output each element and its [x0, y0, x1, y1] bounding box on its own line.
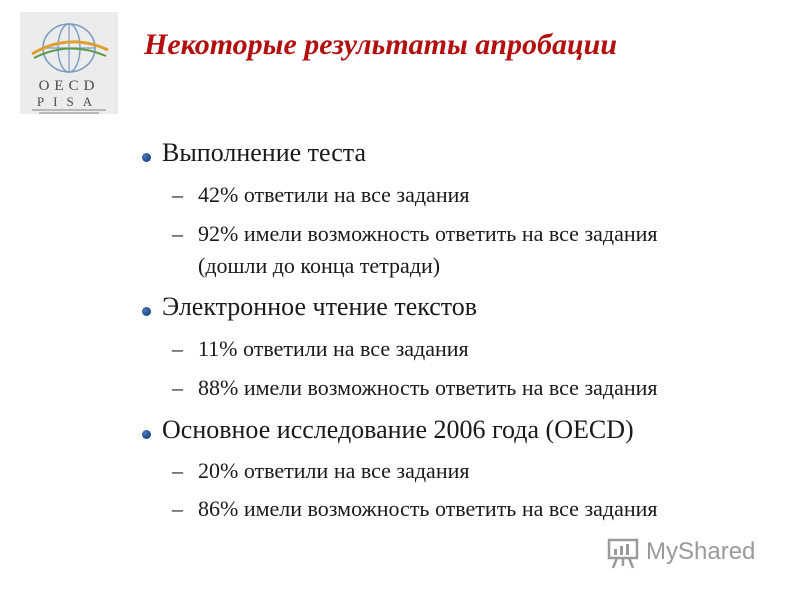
- bullet-icon: [142, 153, 151, 162]
- watermark-text: MyShared: [646, 538, 756, 565]
- dash-icon: –: [172, 336, 183, 361]
- presentation-board-icon: [606, 536, 642, 570]
- dash-icon: –: [172, 182, 183, 207]
- list-item: 42% ответили на все задания: [198, 182, 470, 207]
- watermark: [606, 536, 776, 570]
- logo-pisa-text: PISA: [36, 94, 102, 109]
- list-item: 86% имели возможность ответить на все задания: [198, 496, 658, 521]
- dash-icon: –: [172, 375, 183, 400]
- list-item: 20% ответили на все задания: [198, 458, 470, 483]
- bullet-icon: [142, 430, 151, 439]
- globe-icon: [20, 12, 118, 82]
- list-item: 92% имели возможность ответить на все задания: [198, 221, 658, 246]
- logo-fine-print: [39, 112, 99, 114]
- logo-fine-print: [32, 109, 106, 111]
- section-heading: Выполнение теста: [162, 138, 366, 167]
- logo-oecd-text: OECD: [38, 78, 100, 94]
- slide-title: Некоторые результаты апробации: [144, 28, 618, 61]
- dash-icon: –: [172, 458, 183, 483]
- list-item: 11% ответили на все задания: [198, 336, 469, 361]
- list-item: (дошли до конца тетради): [198, 253, 441, 278]
- oecd-pisa-logo: [20, 12, 118, 114]
- dash-icon: –: [172, 221, 183, 246]
- dash-icon: –: [172, 496, 183, 521]
- list-item: 88% имели возможность ответить на все задания: [198, 375, 658, 400]
- bullet-icon: [142, 307, 151, 316]
- section-heading: Электронное чтение текстов: [162, 292, 478, 321]
- section-heading: Основное исследование 2006 года (OECD): [162, 415, 634, 444]
